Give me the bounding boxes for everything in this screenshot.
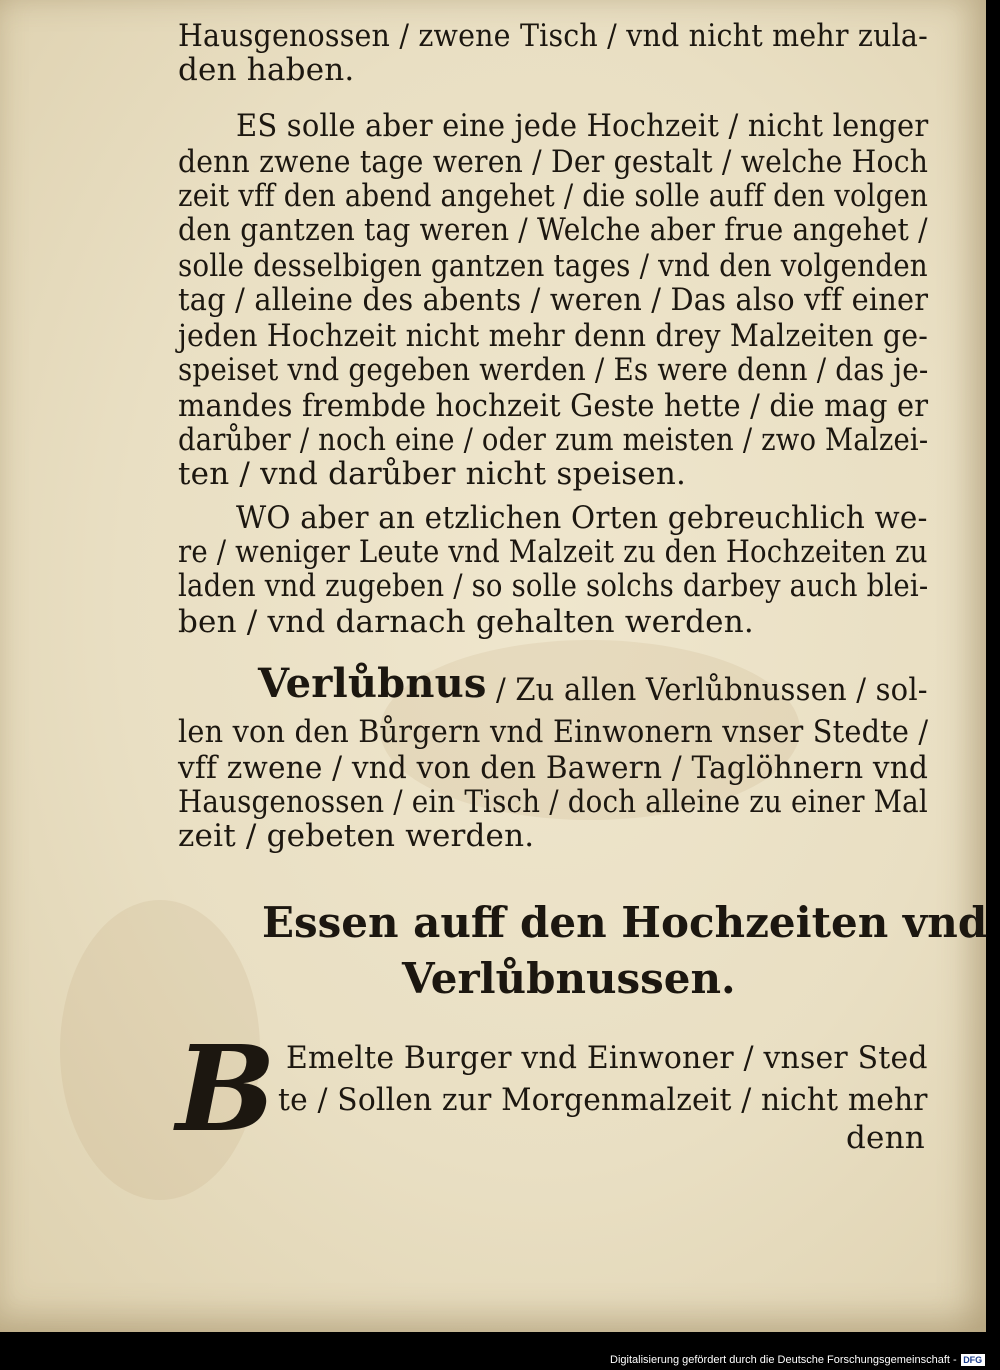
- text-line: ten / vnd darůber nicht speisen.: [178, 456, 687, 492]
- text-line: mandes frembde hochzeit Geste hette / die mag er: [178, 388, 929, 424]
- text-line: den gantzen tag weren / Welche aber frue angehet /: [178, 212, 928, 248]
- text-line: Hausgenossen / ein Tisch / doch alleine zu einer Mal: [178, 784, 928, 820]
- section-heading-line: Verlůbnussen.: [402, 954, 736, 1003]
- text-line: darůber / noch eine / oder zum meisten / zwo Malzei-: [178, 422, 929, 458]
- text-line: zeit / gebeten werden.: [178, 818, 535, 854]
- text-line: vff zwene / vnd von den Bawern / Taglöhnern vnd: [178, 750, 929, 786]
- text-line: ben / vnd darnach gehalten werden.: [178, 604, 754, 640]
- text-line: WO aber an etzlichen Orten gebreuchlich we-: [236, 500, 928, 536]
- text-line: den haben.: [178, 52, 355, 88]
- text-line: Emelte Burger vnd Einwoner / vnser Sted: [286, 1040, 928, 1076]
- text-line: jeden Hochzeit nicht mehr denn drey Malzeiten ge-: [178, 318, 928, 354]
- funding-notice: Digitalisierung gefördert durch die Deutsche Forschungsgemeinschaft -: [610, 1354, 957, 1366]
- text-line: laden vnd zugeben / so solle solchs darbey auch blei-: [178, 568, 929, 604]
- section-heading-line: Essen auff den Hochzeiten vnd: [262, 898, 988, 947]
- decorated-initial: B: [176, 1019, 276, 1158]
- text-line: zeit vff den abend angehet / die solle auff den volgen: [178, 178, 928, 214]
- text-line: / Zu allen Verlůbnussen / sol-: [496, 672, 928, 708]
- text-line: ES solle aber eine jede Hochzeit / nicht lenger: [236, 108, 929, 144]
- text-line: len von den Bůrgern vnd Einwonern vnser Stedte /: [178, 714, 929, 750]
- text-line: denn zwene tage weren / Der gestalt / welche Hoch: [178, 144, 929, 180]
- text-line: Hausgenossen / zwene Tisch / vnd nicht mehr zula-: [178, 18, 928, 54]
- text-line: te / Sollen zur Morgenmalzeit / nicht mehr: [278, 1082, 928, 1118]
- text-line: tag / alleine des abents / weren / Das also vff einer: [178, 282, 929, 318]
- text-line: solle desselbigen gantzen tages / vnd den volgenden: [178, 248, 928, 284]
- text-line: re / weniger Leute vnd Malzeit zu den Hochzeiten zu: [178, 534, 928, 570]
- text-line: speiset vnd gegeben werden / Es were denn / das je-: [178, 352, 929, 388]
- dfg-logo-icon: DFG: [961, 1354, 985, 1366]
- catchword: denn: [846, 1120, 925, 1156]
- footer: [610, 1352, 985, 1368]
- section-lead: Verlůbnus: [258, 660, 487, 707]
